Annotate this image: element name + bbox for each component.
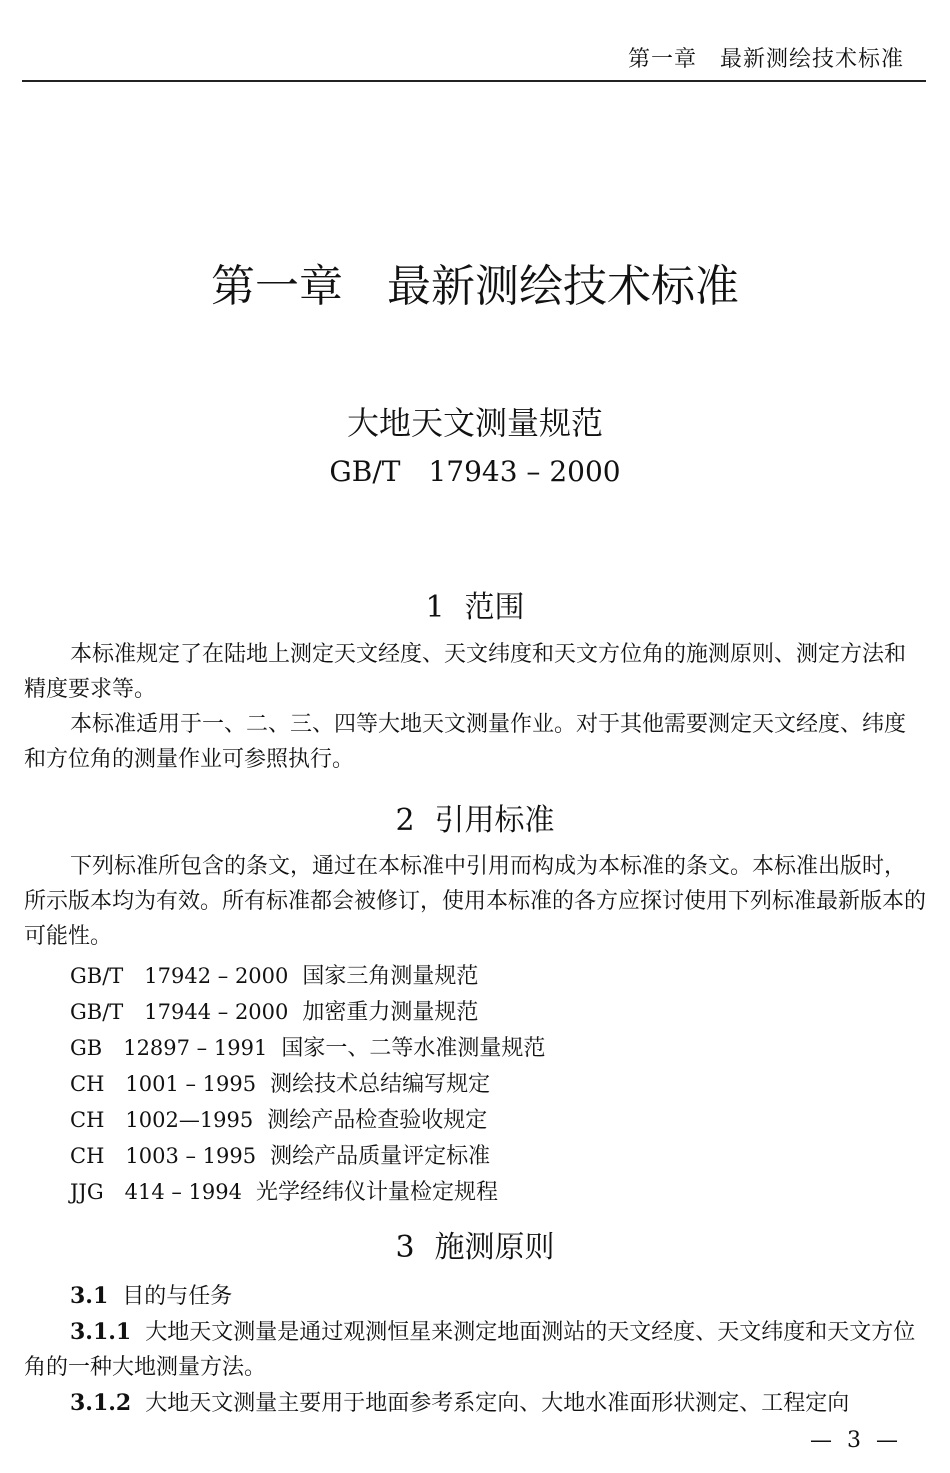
reference-code: CH 1002—1995 <box>70 1108 254 1132</box>
paragraph: 下列标准所包含的条文，通过在本标准中引用而构成为本标准的条文。本标准出版时，所示版本均为有效。所有标准都会被修订，使用本标准的各方应探讨使用下列标准最新版本的可能性。 <box>24 854 927 949</box>
reference-code: GB 12897 – 1991 <box>70 1036 268 1060</box>
reference-list <box>70 958 930 1210</box>
section-number: 3 <box>395 1230 415 1265</box>
reference-code: CH 1001 – 1995 <box>70 1072 257 1096</box>
reference-item <box>70 1066 930 1102</box>
section-number: 2 <box>395 803 415 838</box>
section-number: 1 <box>425 590 445 625</box>
paragraph: 本标准规定了在陆地上测定天文经度、天文纬度和天文方位角的施测原则、测定方法和精度要求等。 <box>24 642 907 702</box>
chapter-title: 第一章 最新测绘技术标准 <box>211 261 739 312</box>
clause-text: 大地天文测量是通过观测恒星来测定地面测站的天文经度、天文纬度和天文方位角的一种大地测量方法。 <box>24 1320 916 1380</box>
section-title: 引用标准 <box>434 803 555 838</box>
standard-title: 大地天文测量规范 <box>346 404 603 442</box>
reference-code: JJG 414 – 1994 <box>70 1180 242 1204</box>
reference-code: GB/T 17942 – 2000 <box>70 964 289 988</box>
reference-item <box>70 1174 930 1210</box>
clause-number: 3.1 <box>70 1283 109 1309</box>
reference-code: CH 1003 – 1995 <box>70 1144 257 1168</box>
section-heading-scope <box>0 582 950 626</box>
running-header-title: 第一章 最新测绘技术标准 <box>627 47 904 72</box>
section-heading-references <box>0 795 950 839</box>
standard-code: GB/T 17943 – 2000 <box>329 455 621 488</box>
reference-title: 光学经纬仪计量检定规程 <box>256 1180 499 1205</box>
reference-title: 测绘产品质量评定标准 <box>270 1144 491 1169</box>
reference-title: 测绘产品检查验收规定 <box>267 1108 488 1133</box>
section-heading-principles <box>0 1222 950 1266</box>
page-number: — 3 — <box>810 1428 902 1453</box>
reference-item <box>70 958 930 994</box>
clause <box>24 1386 926 1421</box>
section-title: 施测原则 <box>434 1230 555 1265</box>
reference-item <box>70 1138 930 1174</box>
running-header <box>22 40 926 82</box>
reference-title: 国家一、二等水准测量规范 <box>281 1036 546 1061</box>
clause-number: 3.1.2 <box>70 1390 132 1416</box>
reference-title: 加密重力测量规范 <box>302 1000 479 1025</box>
clause <box>24 1315 926 1385</box>
reference-title: 测绘技术总结编写规定 <box>270 1072 491 1097</box>
section-title: 范围 <box>464 590 525 625</box>
reference-code: GB/T 17944 – 2000 <box>70 1000 289 1024</box>
clause-text: 大地天文测量主要用于地面参考系定向、大地水准面形状测定、工程定向 <box>145 1391 850 1416</box>
reference-item <box>70 1030 930 1066</box>
reference-item <box>70 1102 930 1138</box>
clause-text: 目的与任务 <box>122 1284 233 1309</box>
reference-title: 国家三角测量规范 <box>302 964 479 989</box>
clause-number: 3.1.1 <box>70 1319 132 1345</box>
clause <box>24 1279 926 1314</box>
reference-item <box>70 994 930 1030</box>
paragraph: 本标准适用于一、二、三、四等大地天文测量作业。对于其他需要测定天文经度、纬度和方位角的测量作业可参照执行。 <box>24 712 907 772</box>
